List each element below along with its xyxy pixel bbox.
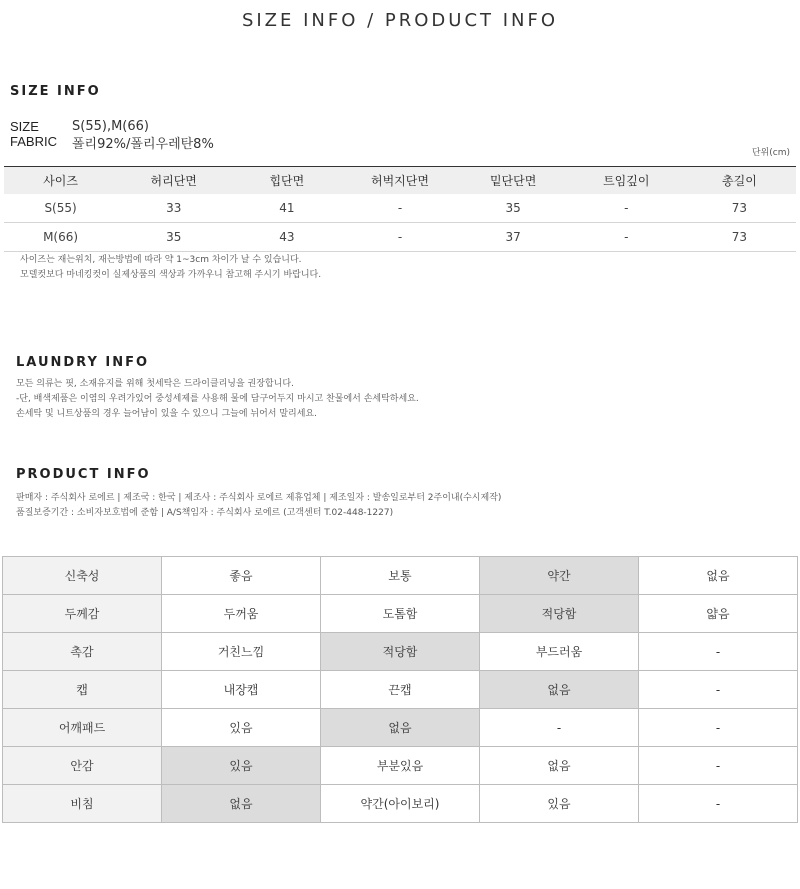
size-label: SIZE xyxy=(10,119,39,134)
attribute-option: 좋음 xyxy=(162,557,321,595)
attribute-option: 끈캡 xyxy=(321,671,480,709)
size-table-header: 힙단면 xyxy=(230,167,343,195)
size-table-header: 허리단면 xyxy=(117,167,230,195)
table-cell: 35 xyxy=(457,194,570,223)
attribute-name: 비침 xyxy=(3,785,162,823)
size-table-header-row xyxy=(4,167,796,195)
attribute-option-selected: 없음 xyxy=(162,785,321,823)
size-table xyxy=(4,166,796,252)
table-cell: 43 xyxy=(230,223,343,252)
attribute-option-selected: 약간 xyxy=(480,557,639,595)
laundry-info-title: LAUNDRY INFO xyxy=(16,355,150,370)
fabric-label: FABRIC xyxy=(10,134,57,149)
attribute-name: 캡 xyxy=(3,671,162,709)
size-table-header: 허벅지단면 xyxy=(343,167,456,195)
attribute-option: 없음 xyxy=(480,747,639,785)
size-note: 모델컷보다 마네킹컷이 실제상품의 색상과 가까우니 참고해 주시기 바랍니다. xyxy=(20,270,322,280)
table-cell: 35 xyxy=(117,223,230,252)
attribute-option: 약간(아이보리) xyxy=(321,785,480,823)
attribute-option: - xyxy=(639,709,798,747)
attribute-option: 보통 xyxy=(321,557,480,595)
laundry-line: 모든 의류는 핏, 소재유지를 위해 첫세탁은 드라이클리닝을 권장합니다. xyxy=(16,379,294,389)
attribute-option: 도톰함 xyxy=(321,595,480,633)
table-cell: 41 xyxy=(230,194,343,223)
attribute-name: 두께감 xyxy=(3,595,162,633)
attribute-option: 있음 xyxy=(480,785,639,823)
attribute-option-selected: 없음 xyxy=(480,671,639,709)
table-cell: - xyxy=(570,194,683,223)
attribute-table xyxy=(2,556,798,823)
size-table-header: 사이즈 xyxy=(4,167,117,195)
table-cell: 37 xyxy=(457,223,570,252)
attribute-name: 어깨패드 xyxy=(3,709,162,747)
attribute-name: 신축성 xyxy=(3,557,162,595)
attribute-option: - xyxy=(639,633,798,671)
table-cell: S(55) xyxy=(4,194,117,223)
size-table-header: 트임깊이 xyxy=(570,167,683,195)
laundry-line: 손세탁 및 니트상품의 경우 늘어남이 있을 수 있으니 그늘에 뉘어서 말리세요. xyxy=(16,409,317,419)
size-info-title: SIZE INFO xyxy=(10,84,101,99)
attribute-option: 없음 xyxy=(639,557,798,595)
attribute-option: 얇음 xyxy=(639,595,798,633)
table-cell: 73 xyxy=(683,194,796,223)
fabric-value: 폴리92%/폴리우레탄8% xyxy=(72,137,214,152)
table-row xyxy=(4,194,796,223)
attribute-row xyxy=(3,671,798,709)
attribute-row xyxy=(3,633,798,671)
attribute-row xyxy=(3,747,798,785)
attribute-option: - xyxy=(639,785,798,823)
attribute-option: 두꺼움 xyxy=(162,595,321,633)
attribute-row xyxy=(3,595,798,633)
attribute-option-selected: 있음 xyxy=(162,747,321,785)
product-line: 판매자 : 주식회사 로에르 | 제조국 : 한국 | 제조사 : 주식회사 로에르 제휴업체 | 제조일자 : 발송일로부터 2주이내(수시제작) xyxy=(16,493,502,503)
attribute-option-selected: 없음 xyxy=(321,709,480,747)
unit-label: 단위(cm) xyxy=(751,148,790,158)
size-notes xyxy=(20,253,321,283)
product-info-title: PRODUCT INFO xyxy=(16,467,151,482)
attribute-option: 있음 xyxy=(162,709,321,747)
attribute-option-selected: 적당함 xyxy=(480,595,639,633)
attribute-option: 거친느낌 xyxy=(162,633,321,671)
attribute-option: - xyxy=(480,709,639,747)
attribute-option: - xyxy=(639,671,798,709)
attribute-option: - xyxy=(639,747,798,785)
attribute-row xyxy=(3,557,798,595)
attribute-name: 촉감 xyxy=(3,633,162,671)
table-cell: 33 xyxy=(117,194,230,223)
size-table-header: 밑단단면 xyxy=(457,167,570,195)
product-notes xyxy=(16,491,501,521)
attribute-option-selected: 적당함 xyxy=(321,633,480,671)
laundry-line: -단, 배색제품은 이염의 우려가있어 중성세제를 사용해 물에 담구어두지 마시고 찬물에서 손세탁하세요. xyxy=(16,394,419,404)
attribute-option: 부드러움 xyxy=(480,633,639,671)
table-cell: M(66) xyxy=(4,223,117,252)
attribute-option: 부분있음 xyxy=(321,747,480,785)
attribute-name: 안감 xyxy=(3,747,162,785)
attribute-row xyxy=(3,709,798,747)
size-table-header: 총길이 xyxy=(683,167,796,195)
table-cell: 73 xyxy=(683,223,796,252)
attribute-row xyxy=(3,785,798,823)
page-title: SIZE INFO / PRODUCT INFO xyxy=(241,10,559,31)
size-note: 사이즈는 재는위치, 재는방법에 따라 약 1~3cm 차이가 날 수 있습니다. xyxy=(20,255,302,265)
laundry-notes xyxy=(16,377,419,422)
table-cell: - xyxy=(343,223,456,252)
table-cell: - xyxy=(343,194,456,223)
attribute-option: 내장캡 xyxy=(162,671,321,709)
size-value: S(55),M(66) xyxy=(72,119,149,134)
table-row xyxy=(4,223,796,252)
product-line: 품질보증기간 : 소비자보호법에 준함 | A/S책임자 : 주식회사 로에르 (고객센터 T.02-448-1227) xyxy=(16,508,394,518)
table-cell: - xyxy=(570,223,683,252)
